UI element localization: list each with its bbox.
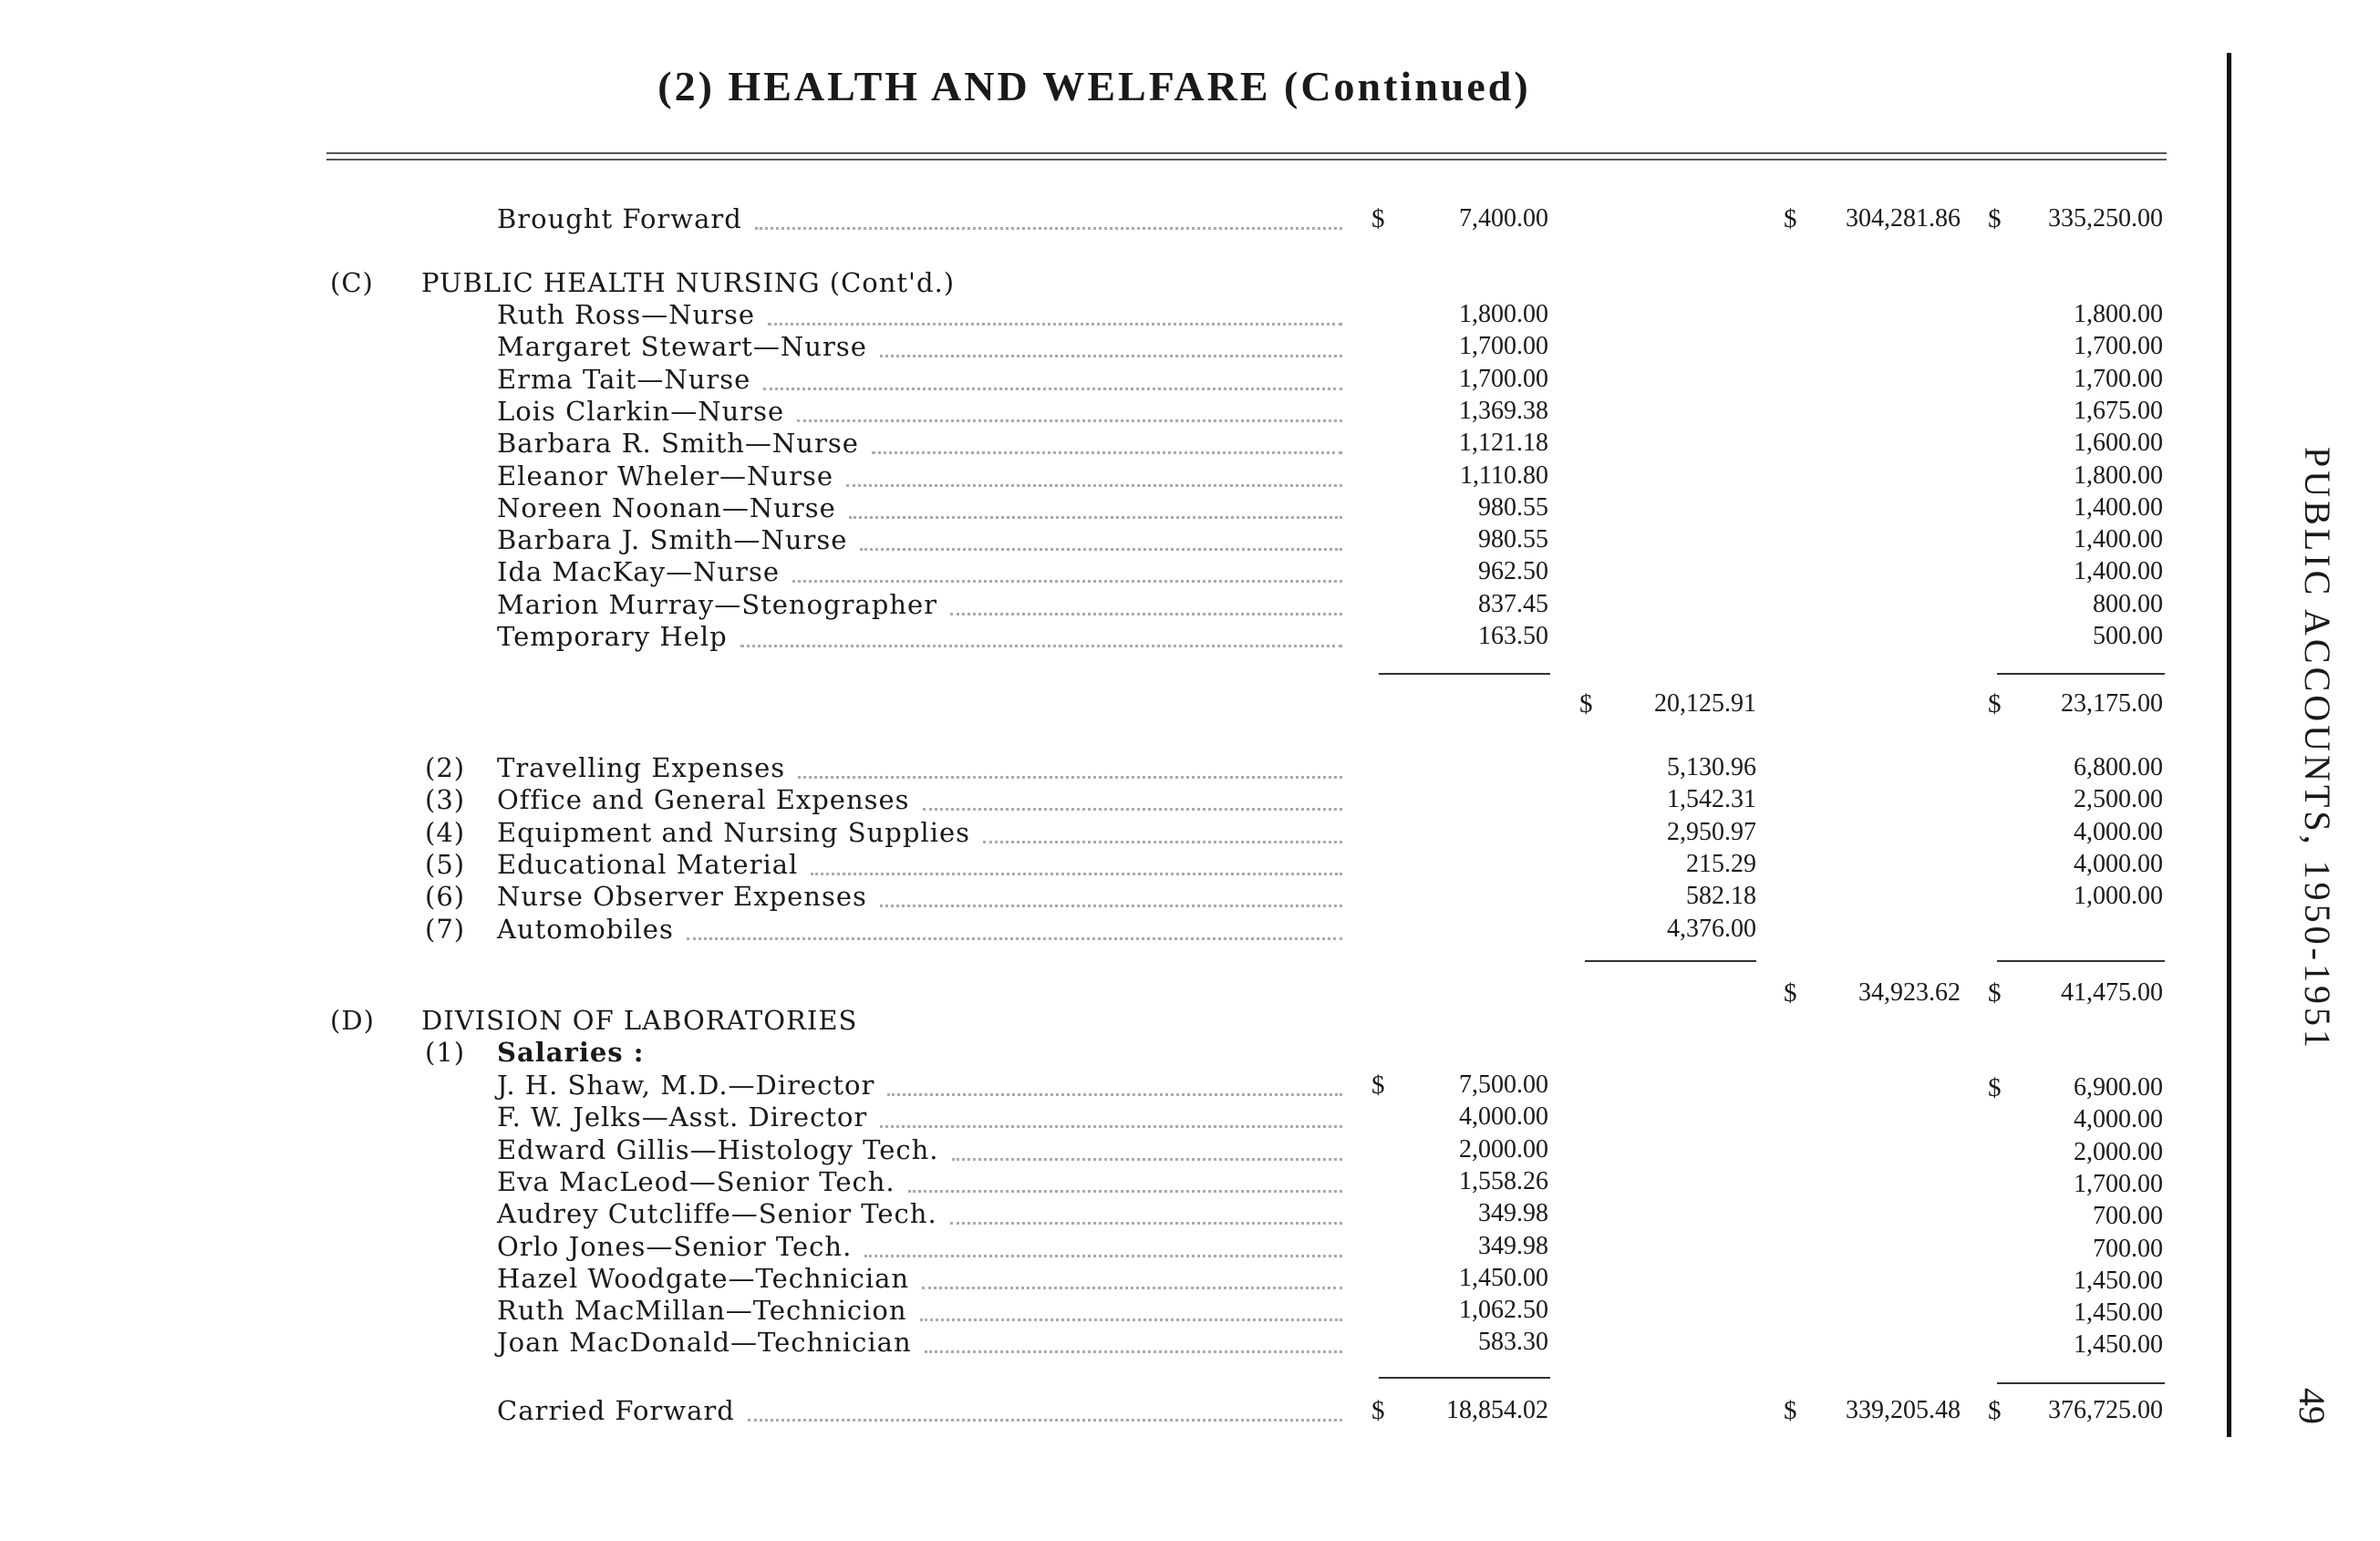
dollar-sign: $ <box>1988 978 2002 1008</box>
dot-leader <box>872 451 1342 454</box>
amount: 163.50 <box>1478 622 1548 650</box>
line-item-label: Orlo Jones—Senior Tech. <box>497 1230 853 1262</box>
section-title: DIVISION OF LABORATORIES <box>421 1005 858 1036</box>
amount: 1,700.00 <box>2074 364 2163 393</box>
line-item-label: Ruth MacMillan—Technicion <box>497 1295 907 1327</box>
total-rule <box>1997 673 2165 675</box>
dot-leader <box>950 1222 1342 1225</box>
line-item-label: Lois Clarkin—Nurse <box>497 395 785 427</box>
line-item-label: Edward Gillis—Histology Tech. <box>497 1133 939 1165</box>
dot-leader <box>983 841 1342 843</box>
amount: 583.30 <box>1478 1328 1548 1357</box>
amount: 7,500.00 <box>1459 1070 1548 1099</box>
amount: 18,854.02 <box>1446 1396 1548 1424</box>
subtotal: 20,125.91 <box>1654 689 1756 718</box>
line-item-label: Travelling Expenses <box>497 752 786 783</box>
amount: 1,450.00 <box>1459 1263 1548 1292</box>
dollar-sign: $ <box>1988 1073 2002 1102</box>
amount: 335,250.00 <box>2048 204 2163 233</box>
dot-leader <box>797 419 1342 422</box>
amount: 582.18 <box>1686 882 1756 911</box>
amount: 2,000.00 <box>1459 1134 1548 1164</box>
subtotal: 23,175.00 <box>2061 689 2163 718</box>
amount: 1,121.18 <box>1459 429 1548 458</box>
total-rule <box>1379 1377 1550 1379</box>
line-item-label: Hazel Woodgate—Technician <box>497 1262 910 1294</box>
dollar-sign: $ <box>1988 1396 2002 1425</box>
amount: 1,400.00 <box>2074 525 2163 554</box>
amount: 6,800.00 <box>2074 753 2163 781</box>
dot-leader <box>920 1319 1342 1321</box>
running-head: PUBLIC ACCOUNTS, 1950-1951 <box>2297 447 2338 1051</box>
amount: 1,800.00 <box>2074 460 2163 490</box>
dollar-sign: $ <box>1784 204 1797 233</box>
line-item-label: Eva MacLeod—Senior Tech. <box>497 1165 895 1197</box>
section-title: PUBLIC HEALTH NURSING (Cont'd.) <box>421 267 956 298</box>
dot-leader <box>849 516 1342 519</box>
line-item-label: Temporary Help <box>497 621 728 652</box>
line-item-label: Audrey Cutcliffe—Senior Tech. <box>497 1198 937 1230</box>
line-item-label: Educational Material <box>497 848 799 880</box>
amount: 4,000.00 <box>2074 1105 2163 1134</box>
dot-leader <box>846 484 1342 487</box>
amount: 4,000.00 <box>2074 817 2163 846</box>
dollar-sign: $ <box>1988 689 2002 719</box>
line-item-label: Ida MacKay—Nurse <box>497 556 781 588</box>
subsection-title: Salaries : <box>497 1037 645 1068</box>
line-item-label: J. H. Shaw, M.D.—Director <box>497 1070 875 1101</box>
dot-leader <box>922 1287 1342 1289</box>
dot-leader <box>880 905 1342 907</box>
amount: 1,400.00 <box>2074 557 2163 586</box>
dollar-sign: $ <box>1784 1396 1797 1425</box>
amount: 4,000.00 <box>2074 849 2163 878</box>
amount: 215.29 <box>1686 849 1756 878</box>
page-title: (2) HEALTH AND WELFARE (Continued) <box>657 63 1531 109</box>
line-item-label: Nurse Observer Expenses <box>497 881 867 913</box>
dot-leader <box>768 323 1342 326</box>
amount: 1,000.00 <box>2074 882 2163 911</box>
amount: 980.55 <box>1478 492 1548 522</box>
line-item-label: Office and General Expenses <box>497 784 910 816</box>
amount: 376,725.00 <box>2048 1396 2163 1424</box>
amount: 1,675.00 <box>2074 396 2163 425</box>
line-item-label: Joan MacDonald—Technician <box>497 1327 912 1359</box>
dot-leader <box>864 1255 1342 1257</box>
dollar-sign: $ <box>1988 204 2002 233</box>
section-total: 41,475.00 <box>2061 978 2163 1007</box>
dot-leader <box>763 388 1342 390</box>
dot-leader <box>880 355 1342 357</box>
dot-leader <box>923 808 1342 811</box>
amount: 1,700.00 <box>2074 1169 2163 1198</box>
amount: 1,700.00 <box>1459 332 1548 361</box>
line-item-label: Margaret Stewart—Nurse <box>497 331 867 363</box>
dot-leader <box>687 937 1342 940</box>
amount: 1,542.31 <box>1667 785 1756 814</box>
total-rule <box>1997 1382 2165 1384</box>
line-item-label: Eleanor Wheler—Nurse <box>497 460 834 491</box>
line-item-label: Equipment and Nursing Supplies <box>497 816 971 848</box>
amount: 5,130.96 <box>1667 753 1756 781</box>
item-code: (2) <box>425 752 466 783</box>
dollar-sign: $ <box>1371 1396 1385 1425</box>
amount: 1,700.00 <box>2074 332 2163 361</box>
item-code: (5) <box>425 848 466 880</box>
line-item-label: Carried Forward <box>497 1395 735 1426</box>
amount: 1,450.00 <box>2074 1266 2163 1295</box>
header-rule <box>326 159 2167 160</box>
section-code: (C) <box>330 267 374 298</box>
item-code: (4) <box>425 816 466 848</box>
dot-leader <box>887 1093 1342 1096</box>
dot-leader <box>755 227 1342 230</box>
amount: 800.00 <box>2093 589 2163 618</box>
amount: 304,281.86 <box>1846 204 1961 233</box>
dollar-sign: $ <box>1371 204 1385 233</box>
amount: 1,110.80 <box>1460 460 1548 490</box>
dollar-sign: $ <box>1371 1070 1385 1100</box>
line-item-label: Barbara J. Smith—Nurse <box>497 524 848 556</box>
dot-leader <box>880 1125 1342 1128</box>
amount: 339,205.48 <box>1846 1396 1961 1424</box>
line-item-label: Barbara R. Smith—Nurse <box>497 428 859 460</box>
line-item-label: F. W. Jelks—Asst. Director <box>497 1101 868 1133</box>
dot-leader <box>908 1190 1342 1193</box>
item-code: (1) <box>425 1037 466 1068</box>
dot-leader <box>860 548 1342 551</box>
dot-leader <box>950 613 1342 615</box>
amount: 700.00 <box>2093 1234 2163 1263</box>
dot-leader <box>925 1350 1342 1353</box>
amount: 1,369.38 <box>1459 396 1548 425</box>
line-item-label: Brought Forward <box>497 203 742 234</box>
amount: 837.45 <box>1478 589 1548 618</box>
line-item-label: Automobiles <box>497 913 674 945</box>
amount: 1,450.00 <box>2074 1298 2163 1328</box>
amount: 1,400.00 <box>2074 492 2163 522</box>
line-item-label: Marion Murray—Stenographer <box>497 588 938 620</box>
amount: 962.50 <box>1478 557 1548 586</box>
amount: 1,800.00 <box>2074 300 2163 328</box>
dollar-sign: $ <box>1579 689 1593 719</box>
line-item-label: Ruth Ross—Nurse <box>497 299 756 330</box>
item-code: (7) <box>425 913 466 945</box>
item-code: (6) <box>425 881 466 913</box>
dot-leader <box>748 1419 1342 1422</box>
amount: 500.00 <box>2093 622 2163 650</box>
section-total: 34,923.62 <box>1858 978 1961 1007</box>
amount: 2,000.00 <box>2074 1137 2163 1166</box>
amount: 349.98 <box>1478 1199 1548 1228</box>
dot-leader <box>811 873 1342 875</box>
amount: 1,450.00 <box>2074 1330 2163 1360</box>
amount: 1,700.00 <box>1459 364 1548 393</box>
line-item-label: Erma Tait—Nurse <box>497 363 751 395</box>
page-number: 49 <box>2292 1388 2333 1424</box>
amount: 4,000.00 <box>1459 1102 1548 1132</box>
dot-leader <box>952 1158 1343 1161</box>
amount: 2,500.00 <box>2074 785 2163 814</box>
amount: 4,376.00 <box>1667 914 1756 943</box>
item-code: (3) <box>425 784 466 816</box>
total-rule <box>1997 960 2165 962</box>
total-rule <box>1379 673 1550 675</box>
header-rule <box>326 152 2167 154</box>
amount: 2,950.97 <box>1667 817 1756 846</box>
dot-leader <box>740 645 1342 647</box>
amount: 700.00 <box>2093 1202 2163 1231</box>
dot-leader <box>792 580 1342 583</box>
margin-rule <box>2227 53 2231 1437</box>
amount: 349.98 <box>1478 1231 1548 1260</box>
total-rule <box>1585 960 1756 962</box>
section-code: (D) <box>330 1005 375 1036</box>
amount: 7,400.00 <box>1459 204 1548 233</box>
dot-leader <box>798 776 1342 779</box>
amount: 1,600.00 <box>2074 429 2163 458</box>
amount: 6,900.00 <box>2074 1073 2163 1101</box>
dollar-sign: $ <box>1784 978 1797 1008</box>
amount: 1,800.00 <box>1459 300 1548 328</box>
amount: 1,062.50 <box>1459 1296 1548 1325</box>
amount: 1,558.26 <box>1459 1166 1548 1195</box>
line-item-label: Noreen Noonan—Nurse <box>497 491 836 523</box>
amount: 980.55 <box>1478 525 1548 554</box>
